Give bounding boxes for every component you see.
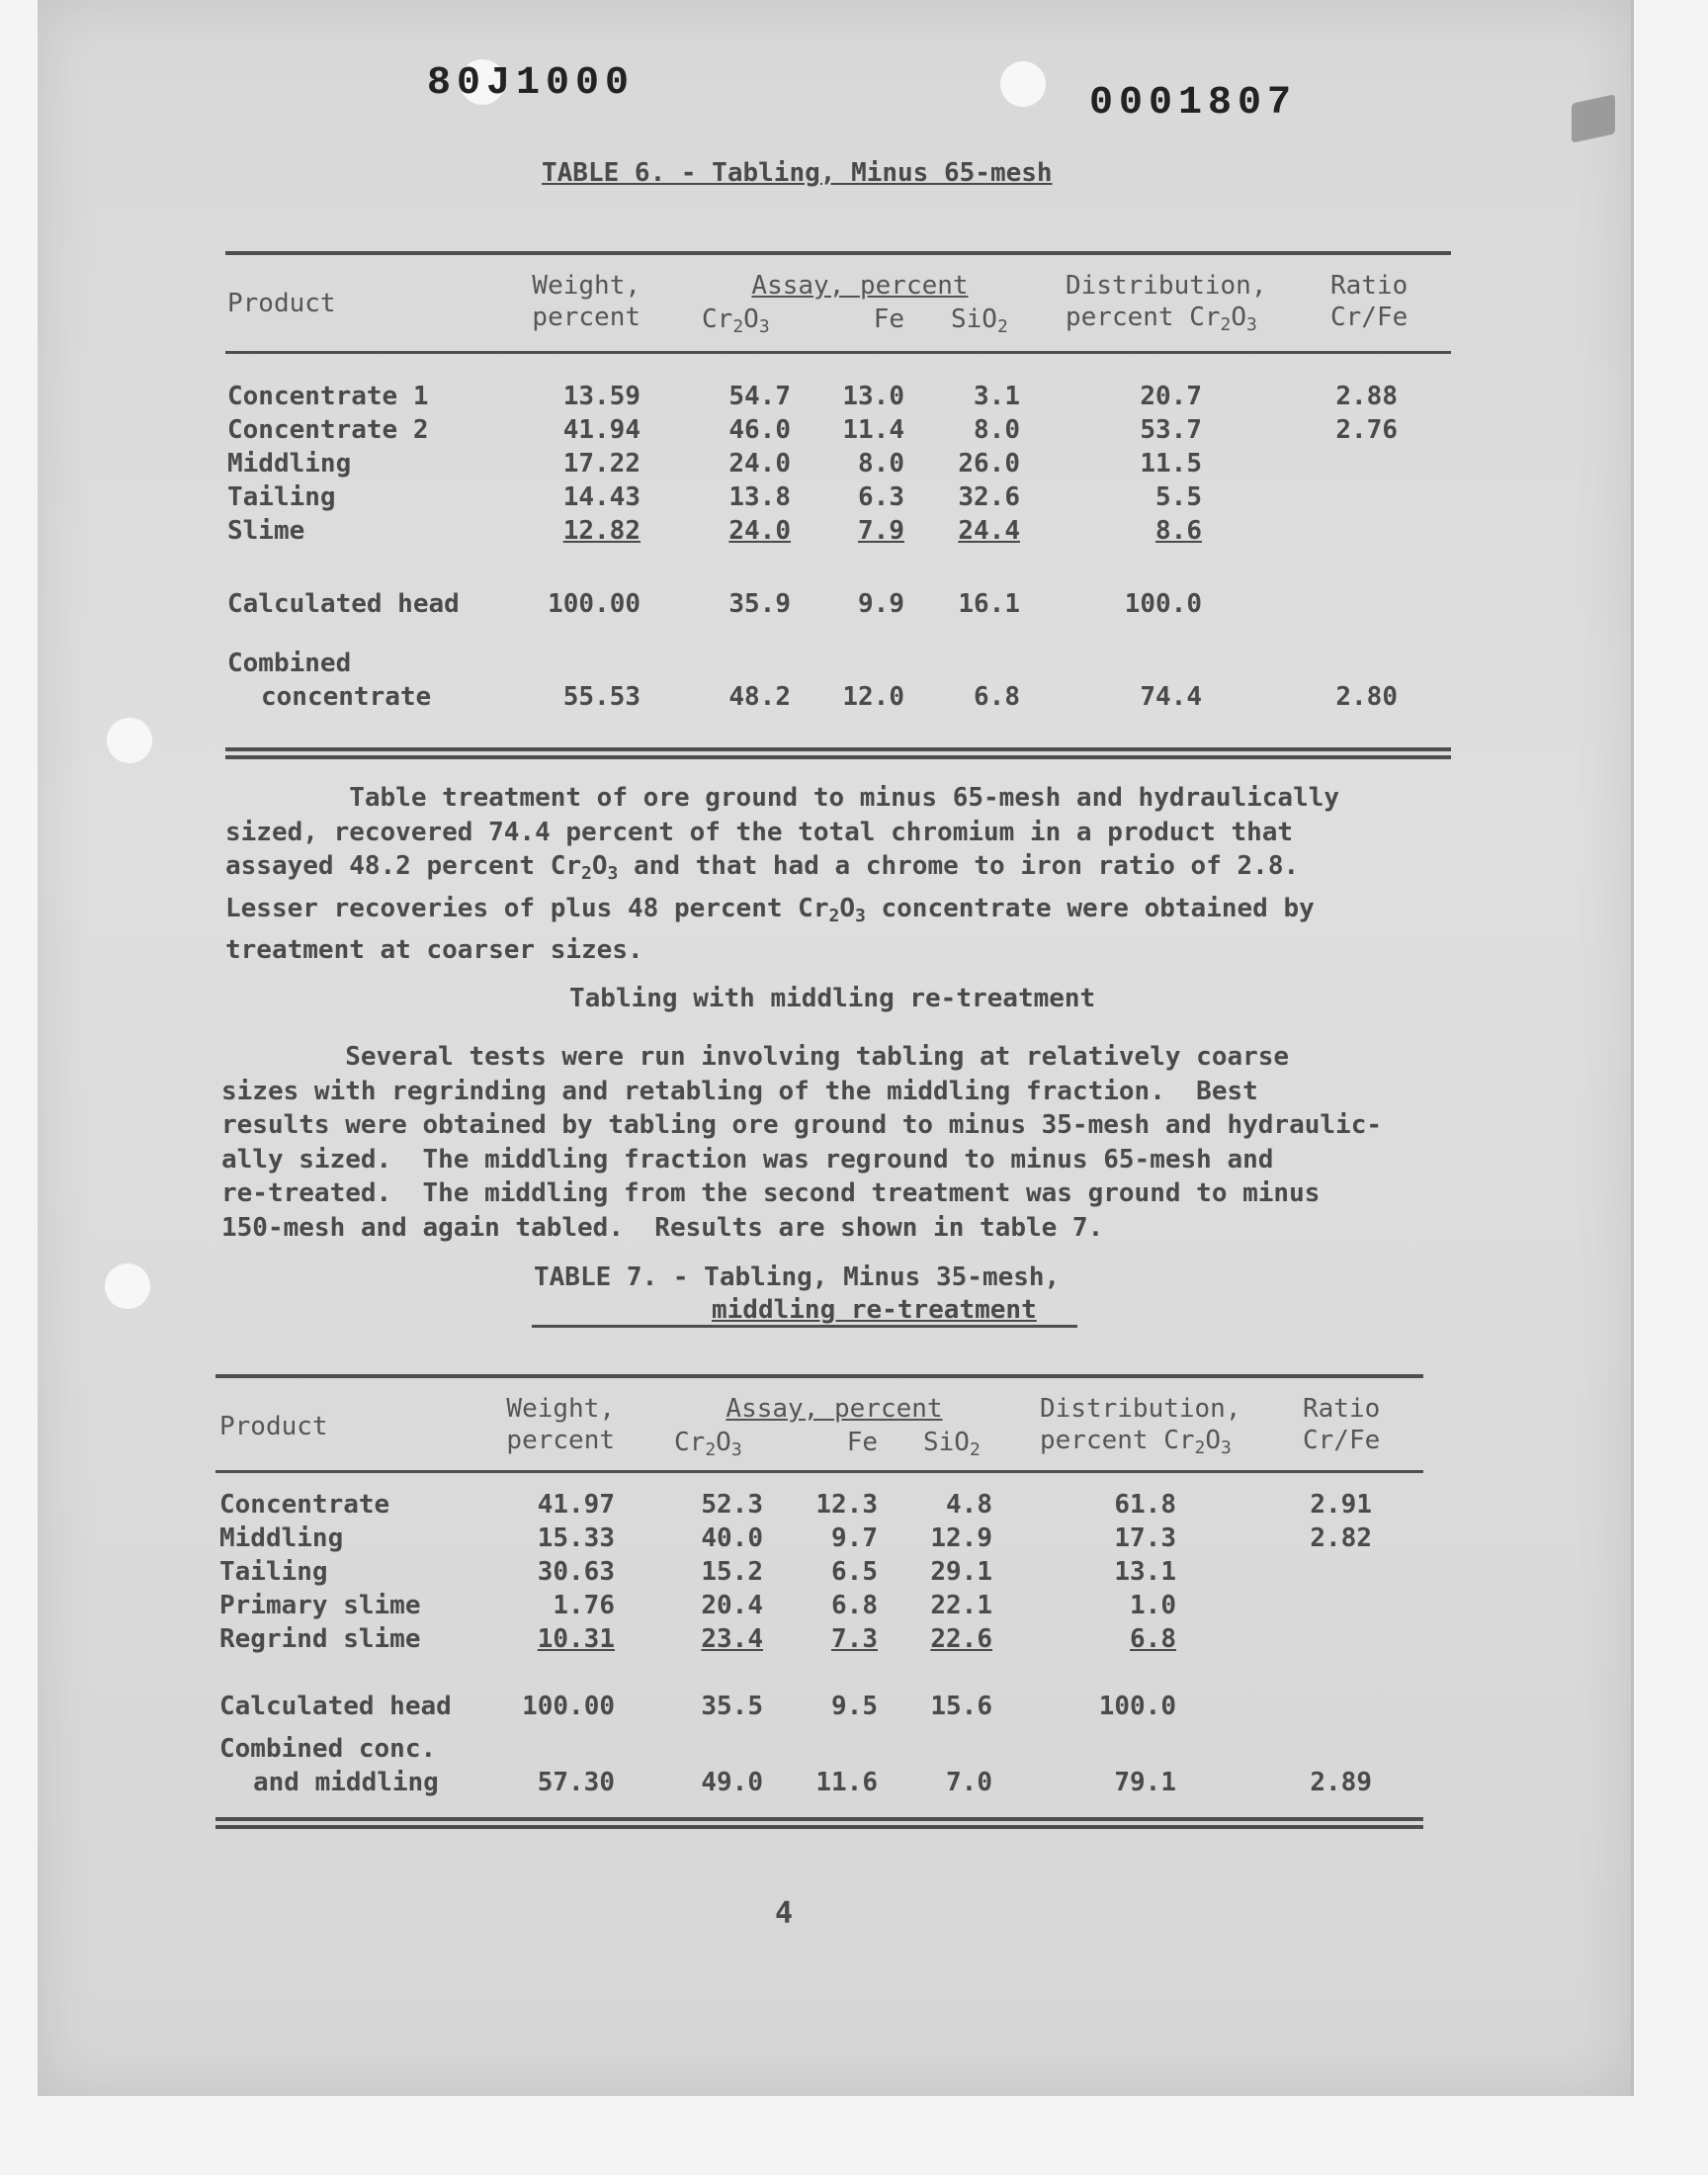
table7-header-assay: Assay, percent (726, 1394, 943, 1424)
table6-head-weight: 100.00 (548, 589, 640, 619)
table7-row-weight: 30.63 (537, 1557, 615, 1587)
table7-row-ratio: 2.82 (1310, 1523, 1372, 1553)
table7-combined-product: Combined conc. (219, 1734, 437, 1764)
table6-combined-ratio: 2.80 (1335, 682, 1398, 712)
table6-row-sio2: 8.0 (974, 415, 1020, 445)
table6-head-sio2: 16.1 (958, 589, 1020, 619)
table6-row-fe: 11.4 (842, 415, 904, 445)
table7-title-line2: middling re-treatment (712, 1295, 1037, 1325)
table7-row-product: Middling (219, 1523, 344, 1553)
table7-head-weight: 100.00 (522, 1692, 615, 1721)
paragraph1-line: sized, recovered 74.4 percent of the total chromium in a product that (225, 817, 1294, 847)
table7-row-product: Primary slime (219, 1591, 421, 1620)
table6-header-distribution-unit: percent $Cr_2O_3$ (1066, 303, 1257, 335)
table6-row-product: Concentrate 2 (227, 415, 429, 445)
paragraph-1 (225, 781, 1339, 968)
table6-header-sio2: SiO$_2$ (951, 304, 1008, 337)
paragraph1-line: Lesser recoveries of plus 48 percent $Cr_2O_3$ concentrate were obtained by (225, 893, 1315, 926)
table7-header-rule (215, 1470, 1423, 1473)
table7-row-sio2: 4.8 (946, 1490, 992, 1520)
table7-head-cr2o3: 35.5 (701, 1692, 763, 1721)
table6-header-cr2o3: $Cr_2O_3$ (702, 304, 770, 337)
table7-header-cr2o3: $Cr_2O_3$ (674, 1428, 742, 1460)
table6-row-weight: 17.22 (562, 449, 640, 478)
table6-row-cr2o3: 24.0 (728, 449, 791, 478)
table7-row-cr2o3: 40.0 (701, 1523, 763, 1553)
table6-combined-cr2o3: 48.2 (728, 682, 791, 712)
table7-row-weight: 1.76 (553, 1591, 615, 1620)
table7-header-weight: Weight, (506, 1394, 615, 1424)
paragraph2-line: Several tests were run involving tabling at relatively coarse (221, 1042, 1290, 1072)
table7-row-fe: 6.8 (831, 1591, 878, 1620)
table6-row-product: Tailing (227, 482, 336, 512)
table6-head-fe: 9.9 (858, 589, 904, 619)
table7-head-product: Calculated head (219, 1692, 452, 1721)
table7-row-sio2: 29.1 (930, 1557, 992, 1587)
table6-combined-product: Combined (227, 649, 352, 678)
table7-header-fe: Fe (846, 1428, 878, 1457)
table7-row-distribution: 61.8 (1114, 1490, 1176, 1520)
table6-row-fe: 7.9 (858, 516, 904, 546)
table7-row-distribution: 6.8 (1130, 1624, 1176, 1654)
table6-row-distribution: 53.7 (1140, 415, 1202, 445)
table6-row-ratio: 2.88 (1335, 382, 1398, 411)
table7-row-cr2o3: 20.4 (701, 1591, 763, 1620)
table7-combined-fe: 11.6 (815, 1768, 878, 1797)
table7-header-sio2: SiO$_2$ (923, 1428, 981, 1460)
table6-combined-sio2: 6.8 (974, 682, 1020, 712)
table7-bottom-rule-2 (215, 1825, 1423, 1829)
table6-header-product: Product (227, 289, 336, 318)
table7-header-weight-unit: percent (506, 1426, 615, 1455)
table6-row-cr2o3: 46.0 (728, 415, 791, 445)
table7-row-weight: 10.31 (537, 1624, 615, 1654)
table7-bottom-rule (215, 1817, 1423, 1821)
table6-header-weight: Weight, (532, 271, 640, 301)
paragraph1-line: treatment at coarser sizes. (225, 935, 643, 965)
table6-title: TABLE 6. - Tabling, Minus 65-mesh (542, 158, 1053, 188)
table7-row-product: Tailing (219, 1557, 328, 1587)
table6-row-sio2: 24.4 (958, 516, 1020, 546)
table6-row-distribution: 8.6 (1155, 516, 1202, 546)
table6-row-distribution: 11.5 (1140, 449, 1202, 478)
table7-header-product: Product (219, 1412, 328, 1441)
table6-row-cr2o3: 24.0 (728, 516, 791, 546)
table6-row-weight: 12.82 (562, 516, 640, 546)
table6-row-sio2: 3.1 (974, 382, 1020, 411)
table6-header-distribution: Distribution, (1066, 271, 1267, 301)
table7-header-distribution-unit: percent $Cr_2O_3$ (1040, 1426, 1232, 1458)
paragraph2-line: sizes with regrinding and retabling of the middling fraction. Best (221, 1076, 1258, 1106)
table7-head-distribution: 100.0 (1098, 1692, 1176, 1721)
table7-combined-sio2: 7.0 (946, 1768, 992, 1797)
paragraph2-line: 150-mesh and again tabled. Results are shown in table 7. (221, 1212, 1104, 1243)
table6-combined-fe: 12.0 (842, 682, 904, 712)
table6-row-distribution: 20.7 (1140, 382, 1202, 411)
table7-row-fe: 9.7 (831, 1523, 878, 1553)
table7-row-fe: 6.5 (831, 1557, 878, 1587)
table7-head-sio2: 15.6 (930, 1692, 992, 1721)
table6-row-sio2: 26.0 (958, 449, 1020, 478)
punch-hole (1000, 61, 1046, 107)
table6-row-product: Middling (227, 449, 352, 478)
paragraph1-line: Table treatment of ore ground to minus 65-mesh and hydraulically (225, 783, 1340, 813)
table7-header-ratio: Ratio (1303, 1394, 1381, 1424)
table6-row-cr2o3: 54.7 (728, 382, 791, 411)
table7-title-underline (532, 1325, 1077, 1328)
table6-row-product: Concentrate 1 (227, 382, 429, 411)
table6-row-weight: 41.94 (562, 415, 640, 445)
table6-row-fe: 6.3 (858, 482, 904, 512)
table7-head-fe: 9.5 (831, 1692, 878, 1721)
table7-combined-cr2o3: 49.0 (701, 1768, 763, 1797)
table7-combined-weight: 57.30 (537, 1768, 615, 1797)
section-subheading: Tabling with middling re-treatment (569, 984, 1096, 1013)
table6-header-fe: Fe (873, 304, 904, 334)
punch-hole (107, 718, 152, 763)
table7-row-distribution: 1.0 (1130, 1591, 1176, 1620)
table7-combined-distribution: 79.1 (1114, 1768, 1176, 1797)
table7-row-product: Regrind slime (219, 1624, 421, 1654)
table6-row-fe: 13.0 (842, 382, 904, 411)
table6-row-fe: 8.0 (858, 449, 904, 478)
table7-row-sio2: 12.9 (930, 1523, 992, 1553)
table7-row-cr2o3: 15.2 (701, 1557, 763, 1587)
table6-bottom-rule-2 (225, 755, 1451, 759)
table7-header-ratio-unit: Cr/Fe (1303, 1426, 1381, 1455)
table7-row-cr2o3: 23.4 (701, 1624, 763, 1654)
table7-row-sio2: 22.1 (930, 1591, 992, 1620)
table6-head-product: Calculated head (227, 589, 460, 619)
table6-header-assay: Assay, percent (751, 271, 969, 301)
table6-top-rule (225, 251, 1451, 255)
paragraph2-line: ally sized. The middling fraction was reground to minus 65-mesh and (221, 1144, 1274, 1174)
table6-header-ratio-unit: Cr/Fe (1330, 303, 1409, 332)
table7-row-sio2: 22.6 (930, 1624, 992, 1654)
table7-title-line1: TABLE 7. - Tabling, Minus 35-mesh, (534, 1262, 1061, 1292)
table6-row-distribution: 5.5 (1155, 482, 1202, 512)
table6-head-distribution: 100.0 (1124, 589, 1202, 619)
stamp-number-right: 0001807 (1089, 81, 1298, 126)
stamp-number-left: 80J1000 (427, 61, 636, 106)
page-number: 4 (775, 1896, 794, 1931)
table7-row-cr2o3: 52.3 (701, 1490, 763, 1520)
table7-row-weight: 41.97 (537, 1490, 615, 1520)
paragraph1-line: assayed 48.2 percent $Cr_2O_3$ and that had a chrome to iron ratio of 2.8. (225, 851, 1300, 884)
table6-row-weight: 14.43 (562, 482, 640, 512)
table6-header-ratio: Ratio (1330, 271, 1409, 301)
table6-header-rule (225, 351, 1451, 354)
table7-combined-ratio: 2.89 (1310, 1768, 1372, 1797)
table7-row-fe: 7.3 (831, 1624, 878, 1654)
paragraph2-line: re-treated. The middling from the second treatment was ground to minus (221, 1178, 1321, 1208)
table6-combined-weight: 55.53 (562, 682, 640, 712)
table6-row-sio2: 32.6 (958, 482, 1020, 512)
table6-row-weight: 13.59 (562, 382, 640, 411)
table7-header-distribution: Distribution, (1040, 1394, 1241, 1424)
table7-row-distribution: 13.1 (1114, 1557, 1176, 1587)
table6-combined-distribution: 74.4 (1140, 682, 1202, 712)
paragraph2-line: results were obtained by tabling ore ground to minus 35-mesh and hydraulic- (221, 1110, 1382, 1140)
table6-row-product: Slime (227, 516, 305, 546)
table7-row-weight: 15.33 (537, 1523, 615, 1553)
table6-row-ratio: 2.76 (1335, 415, 1398, 445)
table6-row-cr2o3: 13.8 (728, 482, 791, 512)
paragraph-2 (221, 1040, 1382, 1245)
table7-row-product: Concentrate (219, 1490, 390, 1520)
table6-head-cr2o3: 35.9 (728, 589, 791, 619)
table7-row-fe: 12.3 (815, 1490, 878, 1520)
table7-row-ratio: 2.91 (1310, 1490, 1372, 1520)
punch-hole (105, 1263, 150, 1309)
table7-row-distribution: 17.3 (1114, 1523, 1176, 1553)
table6-header-weight-unit: percent (532, 303, 640, 332)
table7-top-rule (215, 1374, 1423, 1378)
table6-combined-product-2: concentrate (261, 682, 432, 712)
table7-combined-product-2: and middling (253, 1768, 439, 1797)
table6-bottom-rule (225, 747, 1451, 751)
